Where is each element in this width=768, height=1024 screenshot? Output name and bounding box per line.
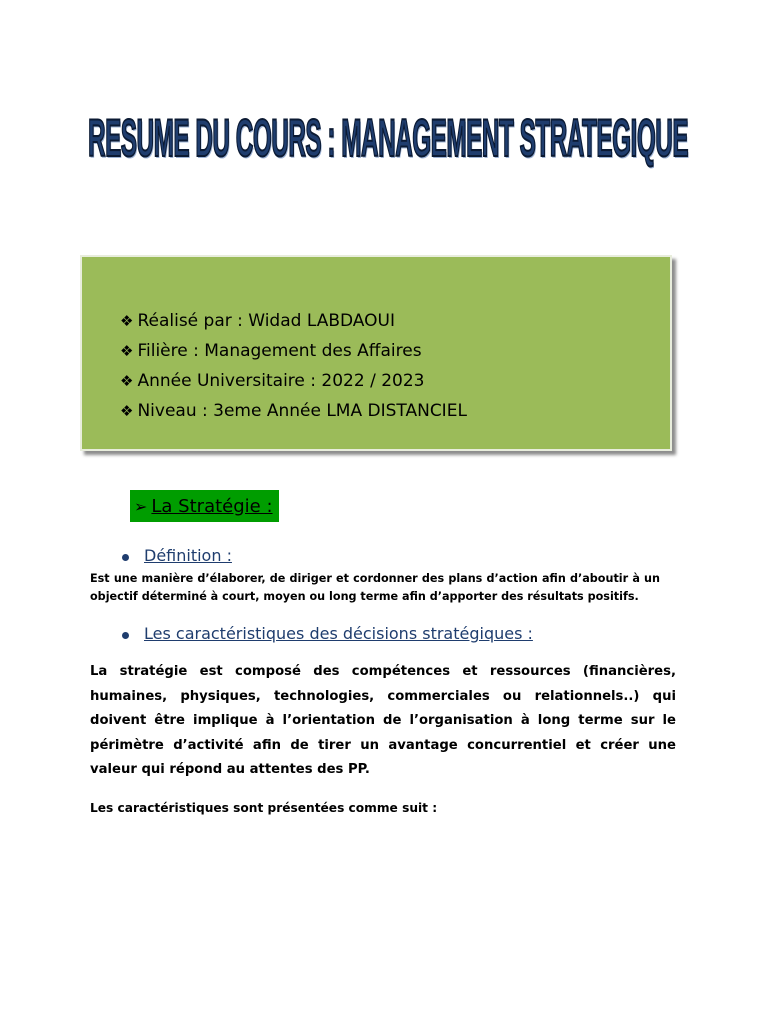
diamond-bullet-icon: ❖ [120, 312, 134, 330]
info-item-text: Filière : Management des Affaires [137, 341, 422, 361]
author-info-list [120, 306, 467, 426]
document-title: RESUME DU COURS : MANAGEMENT STRATEGIQUE [88, 108, 689, 168]
characteristics-closing-text: Les caractéristiques sont présentées comme suit : [90, 801, 438, 815]
info-item-author [120, 306, 467, 336]
info-item-year [120, 366, 467, 396]
round-bullet-icon [122, 632, 129, 639]
section-heading-label: La Stratégie : [151, 495, 273, 517]
diamond-bullet-icon: ❖ [120, 372, 134, 390]
round-bullet-icon [122, 554, 129, 561]
info-item-text: Année Universitaire : 2022 / 2023 [137, 371, 425, 391]
diamond-bullet-icon: ❖ [120, 402, 134, 420]
title-block [88, 96, 692, 180]
characteristics-heading: Les caractéristiques des décisions stratégiques : [144, 624, 533, 643]
info-item-text: Réalisé par : Widad LABDAOUI [137, 311, 395, 331]
section-heading-strategie [130, 490, 279, 522]
info-item-field [120, 336, 467, 366]
characteristics-text: La stratégie est composé des compétences et ressources (financières, humaines, physiques, technologies, commerciales ou relationnels..) qui doivent être implique à l’orientation de l’organisation à long terme sur le périmètre d’activité afin de tirer un avantage concurrentiel et créer une valeur qui répond au attentes des PP. [90, 664, 676, 778]
info-item-level [120, 396, 467, 426]
author-info-box [80, 255, 672, 451]
definition-text: Est une manière d’élaborer, de diriger et cordonner des plans d’action afin d’aboutir à un objectif déterminé à court, moyen ou long terme afin d’apporter des résultats positifs. [90, 572, 660, 603]
info-item-text: Niveau : 3eme Année LMA DISTANCIEL [137, 401, 467, 421]
diamond-bullet-icon: ❖ [120, 342, 134, 360]
arrow-bullet-icon: ➢ [134, 496, 148, 516]
definition-heading: Définition : [144, 546, 232, 565]
